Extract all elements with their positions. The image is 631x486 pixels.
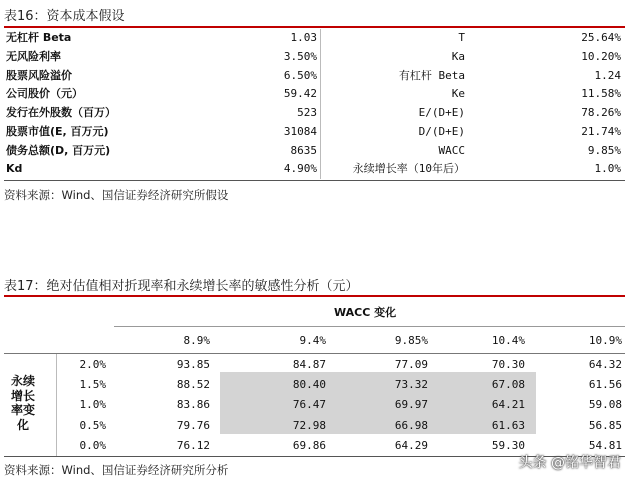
valuation-cell: 79.76 [176,418,210,432]
param-label: 债务总额(D, 百万元) [6,143,111,157]
valuation-cell: 64.29 [394,438,428,452]
growth-rate-label: 2.0% [79,358,106,371]
table16-row [4,85,625,104]
valuation-cell: 66.98 [394,418,428,432]
valuation-cell: 59.30 [491,438,525,452]
param-value-2: 9.85% [587,143,621,157]
param-value: 6.50% [283,68,317,82]
param-label: Kd [6,162,23,176]
valuation-cell: 59.08 [588,398,622,412]
row-header-line-2: 增长 [10,388,35,403]
valuation-cell: 80.40 [292,378,326,392]
param-value-2: 78.26% [581,106,621,119]
valuation-cell: 54.81 [588,438,622,452]
valuation-cell: 72.98 [292,418,326,432]
param-label-2: WACC [438,143,465,157]
table17-title: 表17：绝对估值相对折现率和永续增长率的敏感性分析（元） [4,279,359,294]
table16-row [4,160,625,179]
table16-row [4,142,625,161]
param-label: 股票风险溢价 [6,68,72,82]
table16-source: 资料来源：Wind、国信证券经济研究所假设 [4,188,229,202]
table16-bottom-rule [4,180,625,181]
wacc-column-header: 10.4% [491,334,525,347]
table16-top-rule [4,26,625,28]
row-header-line-1: 永续 [10,374,35,388]
valuation-cell: 61.63 [491,418,525,432]
growth-rate-label: 0.5% [79,418,106,432]
table16-row [4,48,625,67]
table16-row [4,67,625,86]
row-header-line-3: 率变 [10,403,35,417]
param-value-2: 21.74% [581,124,621,138]
valuation-cell: 93.85 [176,358,210,371]
valuation-cell: 69.97 [394,398,428,412]
valuation-cell: 56.85 [588,418,622,432]
valuation-cell: 64.21 [491,398,525,412]
param-label: 公司股价（元） [6,87,83,101]
valuation-cell: 67.08 [491,378,525,392]
wacc-column-header: 10.9% [588,334,622,347]
cost-of-capital-table [4,29,625,179]
param-label: 无杠杆 Beta [6,31,72,44]
watermark: 头条 @铭华智君 [518,455,621,471]
growth-rate-label: 1.5% [79,378,106,392]
table16-row [4,123,625,142]
valuation-cell: 73.32 [394,378,428,392]
param-label-2: D/(D+E) [418,124,465,138]
param-value-2: 1.24 [594,68,621,82]
param-value-2: 11.58% [581,87,621,101]
valuation-cell: 84.87 [292,358,326,371]
valuation-cell: 76.12 [176,438,210,452]
wacc-column-header: 9.4% [299,334,326,347]
growth-rate-label: 0.0% [79,438,106,452]
row-header-divider [56,354,57,456]
param-label-2: T [458,31,465,44]
valuation-cell: 70.30 [491,358,525,371]
param-value-2: 1.0% [594,162,621,176]
param-label-2: E/(D+E) [418,106,465,119]
valuation-cell: 64.32 [588,358,622,371]
param-label-2: 永续增长率（10年后） [352,162,465,176]
param-value: 3.50% [283,49,317,63]
wacc-header: WACC 变化 [334,306,397,319]
valuation-cell: 83.86 [176,398,210,412]
param-label-2: 有杠杆 Beta [398,68,465,82]
valuation-cell: 69.86 [292,438,326,452]
sensitivity-shade [220,372,536,434]
param-value: 59.42 [283,87,317,101]
column-header-bottom-rule [4,353,625,354]
wacc-column-header: 9.85% [394,334,428,347]
table16-title: 表16：资本成本假设 [4,9,125,24]
valuation-cell: 61.56 [588,378,622,392]
table16-row [4,29,625,48]
valuation-cell: 88.52 [176,378,210,392]
wacc-column-header: 8.9% [183,334,210,347]
table16-row [4,104,625,123]
param-value: 31084 [283,124,317,138]
param-value: 8635 [290,143,317,157]
growth-rate-label: 1.0% [79,398,106,412]
growth-rate-header [10,374,36,432]
param-value-2: 10.20% [581,49,621,63]
valuation-cell: 76.47 [292,398,326,412]
param-label: 股票市值(E, 百万元) [6,124,109,138]
param-label: 无风险利率 [6,49,61,63]
param-value: 523 [297,106,317,119]
param-label-2: Ke [451,87,465,101]
sensitivity-table [4,296,625,456]
column-header-rule [114,326,625,327]
row-header-line-4: 化 [16,417,29,432]
param-value: 4.90% [283,162,317,176]
param-value: 1.03 [290,31,317,44]
valuation-cell: 77.09 [394,358,428,371]
table17-source: 资料来源：Wind、国信证券经济研究所分析 [4,463,229,477]
param-label: 发行在外股数（百万） [6,106,116,119]
param-label-2: Ka [451,49,465,63]
param-value-2: 25.64% [581,31,621,44]
